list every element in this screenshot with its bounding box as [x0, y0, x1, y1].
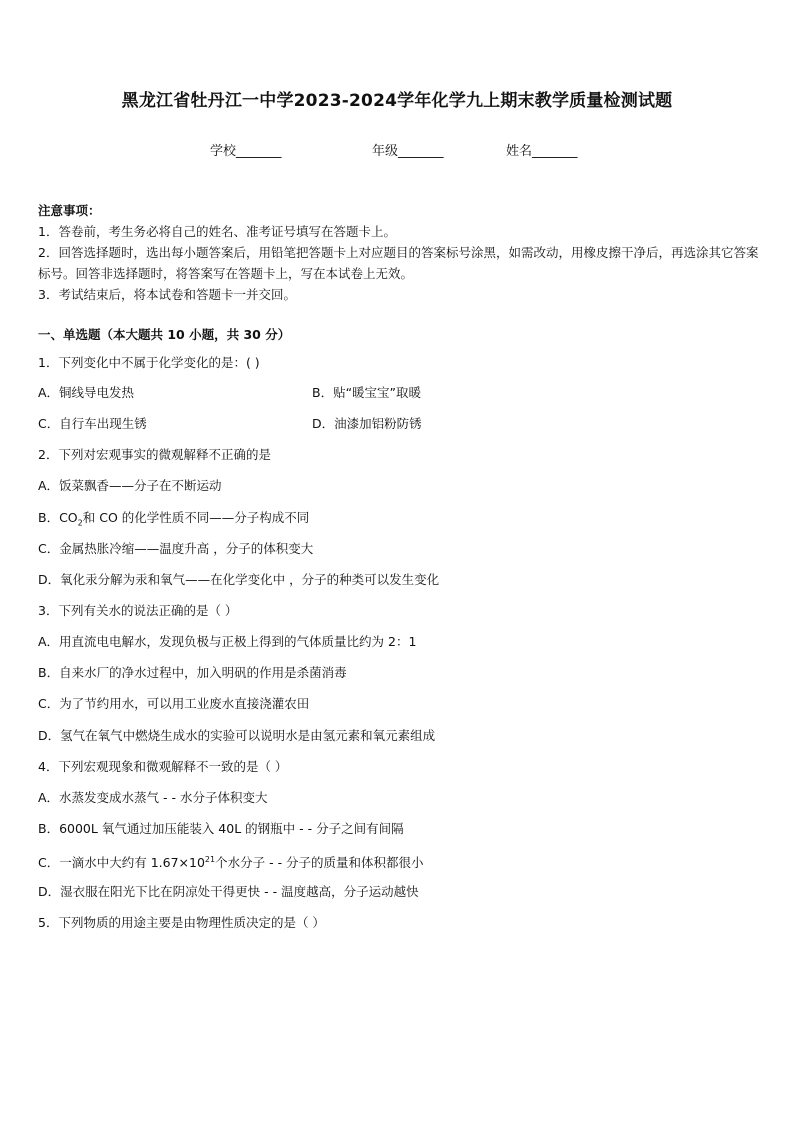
name-blank: _______ — [532, 144, 578, 159]
option-c: C．自行车出现生锈 — [38, 416, 147, 431]
option-d: D．油漆加铝粉防锈 — [312, 416, 422, 431]
option-c-text: C．一滴水中大约有 1.67×10 — [38, 855, 205, 871]
question-stem: 2．下列对宏观事实的微观解释不正确的是 — [38, 447, 271, 462]
option-d: D．氧化汞分解为汞和氧气——在化学变化中 ，分子的种类可以发生变化 — [38, 572, 440, 587]
option-b: B．6000L 氧气通过加压能装入 40L 的钢瓶中 - - 分子之间有间隔 — [38, 821, 404, 836]
question-stem: 5．下列物质的用途主要是由物理性质决定的是（ ） — [38, 915, 325, 930]
option-d: D．氢气在氧气中燃烧生成水的实验可以说明水是由氢元素和氧元素组成 — [38, 728, 436, 743]
school-field — [210, 140, 282, 159]
notes-heading: 注意事项： — [38, 203, 101, 218]
superscript: 21 — [204, 855, 216, 864]
option-c: C．金属热胀冷缩——温度升高 ，分子的体积变大 — [38, 541, 314, 556]
grade-field — [372, 140, 444, 159]
option-a: A．用直流电电解水，发现负极与正极上得到的气体质量比约为 2：1 — [38, 634, 417, 649]
name-field — [506, 140, 578, 159]
page-title: 黑龙江省牡丹江一中学2023-2024学年化学九上期末教学质量检测试题 — [121, 91, 673, 111]
note-item: 3．考试结束后，将本试卷和答题卡一并交回。 — [38, 287, 296, 302]
option-b-text: B．CO — [38, 510, 78, 525]
note-item: 1．答卷前，考生务必将自己的姓名、准考证号填写在答题卡上。 — [38, 224, 396, 239]
option-b: B．贴“暖宝宝”取暖 — [312, 385, 422, 400]
option-a: A．铜线导电发热 — [38, 385, 135, 400]
option-d: D．湿衣服在阳光下比在阴凉处干得更快 - - 温度越高，分子运动越快 — [38, 884, 419, 899]
subscript: 2 — [77, 518, 83, 528]
option-c: C．为了节约用水，可以用工业废水直接浇灌农田 — [38, 696, 310, 711]
option-a: A．水蒸发变成水蒸气 - - 水分子体积变大 — [38, 790, 268, 805]
section-heading: 一、单选题（本大题共 10 小题，共 30 分） — [38, 327, 291, 342]
option-a: A．饭菜飘香——分子在不断运动 — [38, 478, 222, 493]
grade-blank: _______ — [398, 144, 444, 159]
option-c-text: 个水分子 - - 分子的质量和体积都很小 — [215, 855, 424, 871]
question-stem: 3．下列有关水的说法正确的是（ ） — [38, 603, 238, 618]
option-c — [38, 851, 424, 872]
option-b: B．自来水厂的净水过程中，加入明矾的作用是杀菌消毒 — [38, 665, 347, 680]
school-blank: _______ — [236, 144, 282, 159]
question-stem: 4．下列宏观现象和微观解释不一致的是（ ） — [38, 759, 288, 774]
option-b-text: 和 CO 的化学性质不同——分子构成不同 — [82, 510, 310, 525]
option-b — [38, 509, 309, 533]
school-label: 学校 — [210, 144, 237, 159]
name-label: 姓名 — [506, 144, 533, 159]
question-stem: 1．下列变化中不属于化学变化的是：( ) — [38, 355, 260, 370]
note-item: 2．回答选择题时，选出每小题答案后，用铅笔把答题卡上对应题目的答案标号涂黑，如需改动，用橡皮擦干净后，再选涂其它答案标号。回答非选择题时，将答案写在答题卡上，写在本试卷上无效。 — [38, 245, 759, 281]
grade-label: 年级 — [372, 144, 399, 159]
